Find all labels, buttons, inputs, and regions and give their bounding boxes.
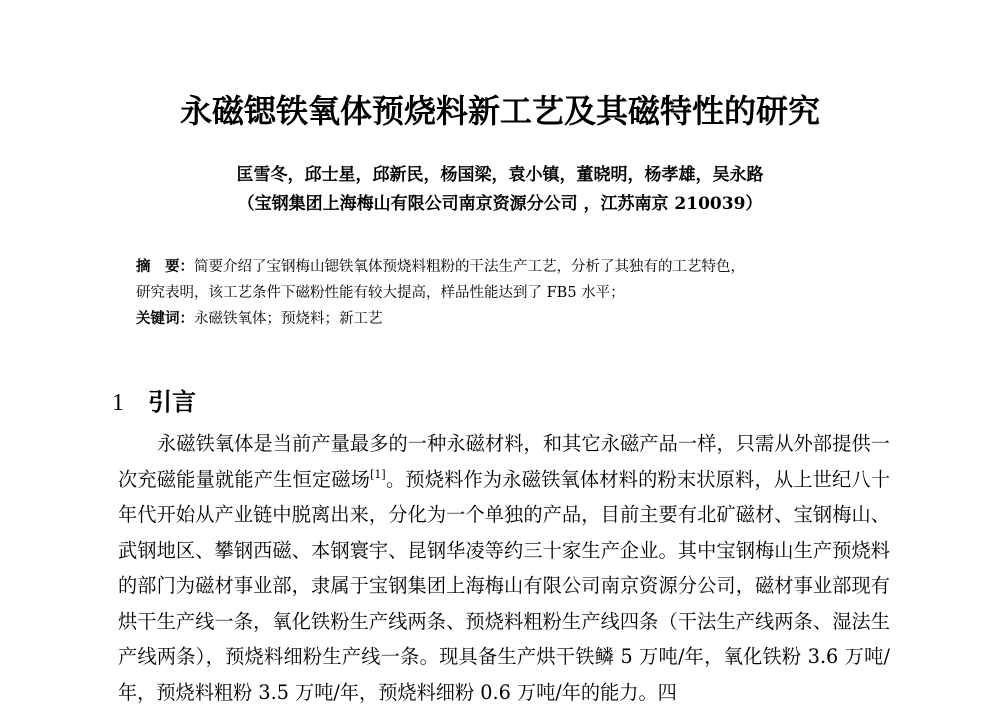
affiliation: （宝钢集团上海梅山有限公司南京资源分公司 ，江苏南京 210039） <box>237 194 763 214</box>
abstract-label: 摘 要： <box>136 259 194 275</box>
author-list: 匡雪冬，邱士星，邱新民，杨国梁，袁小镇，董晓明，杨孝雄，吴永路 <box>236 165 764 185</box>
body-paragraph <box>118 426 890 710</box>
keywords-text: 永磁铁氧体；预烧料；新工艺 <box>194 311 383 327</box>
abstract-line-1 <box>136 254 896 280</box>
abstract-block <box>136 254 896 332</box>
keywords-label: 关键词： <box>136 311 194 327</box>
body-text-part-2: 。预烧料作为永磁铁氧体材料的粉末状原料，从上世纪八十年代开始从产业链中脱离出来，分化为一个单独的产品，目前主要有北矿磁材、宝钢梅山、武钢地区、攀钢西磁、本钢寰宇、昆钢华凌等约三十家生产企业。其中宝钢梅山生产预烧料的部门为磁材事业部，隶属于宝钢集团上海梅山有限公司南京资源分公司，磁材事业部现有烘干生产线一条，氧化铁粉生产线两条、预烧料粗粉生产线四条（干法生产线两条、湿法生产线两条），预烧料细粉生产线一条。现具备生产烘干铁鳞 5 万吨/年，氧化铁粉 3.6 万吨/年，预烧料粗粉 3.5 万吨/年，预烧料细粉 0.6 万吨/年的能力。四 <box>118 467 891 704</box>
section-heading <box>112 382 196 417</box>
abstract-text-1: 简要介绍了宝钢梅山锶铁氧体预烧料粗粉的干法生产工艺，分析了其独有的工艺特色， <box>194 259 745 275</box>
body-text-part-1: 永磁铁氧体是当前产量最多的一种永磁材料，和其它永磁产品一样，只需从外部提供一次充磁能量就能产生恒定磁场 <box>118 432 890 491</box>
section-title: 引言 <box>148 388 196 416</box>
keywords-line <box>136 306 896 332</box>
section-number: 1 <box>112 390 124 416</box>
paper-title: 永磁锶铁氧体预烧料新工艺及其磁特性的研究 <box>179 92 820 130</box>
abstract-line-2: 研究表明，该工艺条件下磁粉性能有较大提高，样品性能达到了 FB5 水平； <box>136 285 625 301</box>
citation-ref: [1] <box>370 467 386 481</box>
